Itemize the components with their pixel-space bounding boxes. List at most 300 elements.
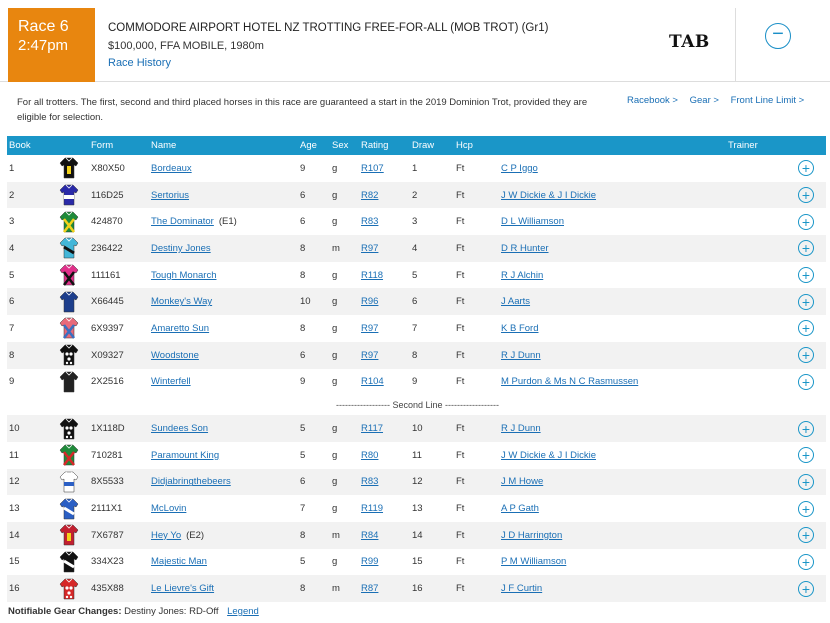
- add-plus-icon[interactable]: +: [798, 294, 814, 310]
- runner-age-cell: [298, 288, 330, 315]
- runner-trainer-cell: [499, 495, 796, 522]
- add-plus-icon[interactable]: +: [798, 581, 814, 597]
- add-plus-icon[interactable]: +: [798, 374, 814, 390]
- runner-trainer[interactable]: J Aarts: [501, 296, 531, 308]
- runner-name[interactable]: Paramount King: [151, 449, 220, 461]
- runner-trainer-cell: [499, 315, 796, 342]
- runner-name[interactable]: McLovin: [151, 503, 187, 515]
- runner-book: 9: [9, 376, 15, 388]
- runner-form: 116D25: [91, 189, 124, 201]
- runner-rating[interactable]: R119: [361, 503, 384, 515]
- runner-name-cell: [149, 522, 298, 549]
- runner-name[interactable]: Destiny Jones: [151, 242, 211, 254]
- race-badge: [8, 8, 95, 82]
- runner-row: [7, 549, 826, 576]
- runner-trainer-cell: [499, 208, 796, 235]
- runner-name[interactable]: Sundees Son: [151, 423, 209, 435]
- runner-age-cell: [298, 262, 330, 289]
- runner-sex: g: [332, 476, 338, 488]
- runner-trainer-cell: [499, 549, 796, 576]
- col-form: Form: [91, 140, 114, 151]
- runner-silk-cell: [47, 369, 89, 396]
- runner-silk-cell: [47, 235, 89, 262]
- runner-name-cell: [149, 182, 298, 209]
- runner-form-cell: [89, 155, 149, 182]
- runner-rating[interactable]: R99: [361, 556, 379, 568]
- header-divider: [735, 8, 736, 82]
- jockey-silk-icon: [59, 371, 79, 393]
- jockey-silk-icon: [59, 344, 79, 366]
- runner-trainer[interactable]: K B Ford: [501, 322, 539, 334]
- runner-rating-cell: [359, 208, 410, 235]
- runner-rating[interactable]: R82: [361, 189, 379, 201]
- runner-trainer[interactable]: J F Curtin: [501, 583, 543, 595]
- runner-hcp: Ft: [456, 376, 465, 388]
- runner-age: 10: [300, 296, 311, 308]
- runner-hcp-cell: [454, 155, 499, 182]
- add-plus-icon[interactable]: +: [798, 554, 814, 570]
- runner-age: 7: [300, 503, 306, 515]
- race-title: COMMODORE AIRPORT HOTEL NZ TROTTING FREE-FOR-ALL (MOB TROT) (Gr1): [108, 22, 549, 34]
- runner-rating[interactable]: R83: [361, 216, 379, 228]
- add-runner-cell: [796, 182, 826, 209]
- runner-sex-cell: [330, 208, 359, 235]
- runner-trainer[interactable]: D L Williamson: [501, 216, 564, 228]
- runner-hcp: Ft: [456, 269, 465, 281]
- runner-emergency: (E2): [186, 529, 205, 541]
- runner-silk-cell: [47, 495, 89, 522]
- runner-sex-cell: [330, 575, 359, 602]
- runner-row: [7, 315, 826, 342]
- runner-age-cell: [298, 495, 330, 522]
- runner-trainer[interactable]: M Purdon & Ms N C Rasmussen: [501, 376, 639, 388]
- runner-book-cell: [7, 288, 47, 315]
- add-runner-cell: [796, 262, 826, 289]
- front-line-limit-link[interactable]: Front Line Limit >: [730, 95, 805, 106]
- runner-age-cell: [298, 469, 330, 496]
- runner-form: 6X9397: [91, 322, 124, 334]
- add-runner-cell: [796, 208, 826, 235]
- runner-sex-cell: [330, 182, 359, 209]
- runner-rating-cell: [359, 288, 410, 315]
- collapse-icon[interactable]: −: [765, 23, 791, 49]
- runner-trainer-cell: [499, 522, 796, 549]
- runner-draw: 9: [412, 376, 418, 388]
- runner-book: 16: [9, 583, 20, 595]
- runner-book: 15: [9, 556, 20, 568]
- runner-hcp: Ft: [456, 242, 465, 254]
- runner-draw: 13: [412, 503, 423, 515]
- second-line-divider: [7, 395, 826, 415]
- runner-rating-cell: [359, 415, 410, 442]
- col-silk: [47, 136, 89, 155]
- runner-draw: 14: [412, 529, 423, 541]
- gear-changes: [8, 606, 259, 617]
- runner-trainer[interactable]: D R Hunter: [501, 242, 549, 254]
- runner-sex-cell: [330, 442, 359, 469]
- race-history-link[interactable]: Race History: [108, 57, 171, 69]
- runner-hcp: Ft: [456, 476, 465, 488]
- runner-sex-cell: [330, 155, 359, 182]
- col-sex: Sex: [332, 140, 349, 151]
- runner-draw: 8: [412, 349, 418, 361]
- runner-name[interactable]: Didjabringthebeers: [151, 476, 231, 488]
- runner-book: 12: [9, 476, 20, 488]
- runner-silk-cell: [47, 342, 89, 369]
- runner-form: X09327: [91, 349, 124, 361]
- col-trainer: Trainer: [728, 140, 758, 151]
- runner-draw: 12: [412, 476, 423, 488]
- runner-rating-cell: [359, 442, 410, 469]
- runner-book: 7: [9, 322, 15, 334]
- runner-trainer[interactable]: A P Gath: [501, 503, 539, 515]
- runner-book: 11: [9, 449, 19, 461]
- runner-rating[interactable]: R118: [361, 269, 384, 281]
- runner-form: 334X23: [91, 556, 124, 568]
- runner-age-cell: [298, 549, 330, 576]
- add-plus-icon[interactable]: +: [798, 240, 814, 256]
- jockey-silk-icon: [59, 264, 79, 286]
- runner-age: 9: [300, 162, 306, 174]
- runner-name-cell: [149, 155, 298, 182]
- runner-hcp: Ft: [456, 503, 465, 515]
- runner-hcp-cell: [454, 262, 499, 289]
- runner-book-cell: [7, 495, 47, 522]
- add-plus-icon[interactable]: +: [798, 267, 814, 283]
- runner-draw: 16: [412, 583, 423, 595]
- runner-draw: 2: [412, 189, 418, 201]
- jockey-silk-icon: [59, 157, 79, 179]
- col-age: Age: [300, 140, 317, 151]
- runner-name[interactable]: Woodstone: [151, 349, 199, 361]
- runner-book-cell: [7, 208, 47, 235]
- runner-age-cell: [298, 342, 330, 369]
- race-subtitle: $100,000, FFA MOBILE, 1980m: [108, 40, 264, 52]
- runner-form-cell: [89, 495, 149, 522]
- runner-age: 8: [300, 242, 306, 254]
- runner-rating-cell: [359, 522, 410, 549]
- runner-name-cell: [149, 442, 298, 469]
- runner-list: [7, 155, 826, 602]
- runner-form-cell: [89, 235, 149, 262]
- runner-book: 5: [9, 269, 15, 281]
- runner-name[interactable]: Tough Monarch: [151, 269, 217, 281]
- jockey-silk-icon: [59, 317, 79, 339]
- runner-hcp-cell: [454, 415, 499, 442]
- runner-form: 710281: [91, 449, 123, 461]
- runner-draw: 7: [412, 322, 418, 334]
- runner-sex: g: [332, 376, 338, 388]
- runner-age-cell: [298, 182, 330, 209]
- runner-name[interactable]: Majestic Man: [151, 556, 207, 568]
- runner-sex-cell: [330, 415, 359, 442]
- runner-trainer[interactable]: R J Dunn: [501, 423, 541, 435]
- jockey-silk-icon: [59, 498, 79, 520]
- runner-draw-cell: [410, 522, 454, 549]
- runner-trainer[interactable]: C P Iggo: [501, 162, 538, 174]
- runner-age: 5: [300, 423, 306, 435]
- runner-draw-cell: [410, 442, 454, 469]
- runner-book: 10: [9, 423, 20, 435]
- add-plus-icon[interactable]: +: [798, 474, 814, 490]
- runner-sex: m: [332, 583, 340, 595]
- runner-form: 2111X1: [91, 503, 123, 515]
- runner-trainer-cell: [499, 235, 796, 262]
- runner-sex-cell: [330, 522, 359, 549]
- runner-age-cell: [298, 235, 330, 262]
- runner-draw-cell: [410, 182, 454, 209]
- runner-draw-cell: [410, 155, 454, 182]
- runner-hcp-cell: [454, 522, 499, 549]
- add-plus-icon[interactable]: +: [798, 447, 814, 463]
- runner-silk-cell: [47, 182, 89, 209]
- runner-age: 6: [300, 216, 306, 228]
- add-plus-icon[interactable]: +: [798, 214, 814, 230]
- runner-age-cell: [298, 369, 330, 396]
- runner-row: [7, 575, 826, 602]
- runner-rating-cell: [359, 342, 410, 369]
- runner-book-cell: [7, 369, 47, 396]
- runner-name-cell: [149, 469, 298, 496]
- runner-book: 8: [9, 349, 15, 361]
- runner-row: [7, 342, 826, 369]
- runner-row: [7, 522, 826, 549]
- runner-draw: 10: [412, 423, 423, 435]
- runner-draw-cell: [410, 235, 454, 262]
- jockey-silk-icon: [59, 418, 79, 440]
- add-plus-icon[interactable]: +: [798, 320, 814, 336]
- runner-trainer[interactable]: J W Dickie & J I Dickie: [501, 189, 597, 201]
- runner-hcp-cell: [454, 288, 499, 315]
- runner-book-cell: [7, 182, 47, 209]
- runner-trainer[interactable]: P M Williamson: [501, 556, 567, 568]
- runner-rating[interactable]: R107: [361, 162, 384, 174]
- add-plus-icon[interactable]: +: [798, 527, 814, 543]
- runner-book-cell: [7, 415, 47, 442]
- runner-draw-cell: [410, 369, 454, 396]
- runner-draw: 1: [412, 162, 418, 174]
- runner-rating[interactable]: R117: [361, 423, 384, 435]
- runner-book: 2: [9, 189, 15, 201]
- runner-trainer-cell: [499, 415, 796, 442]
- runner-hcp-cell: [454, 182, 499, 209]
- runner-name-cell: [149, 495, 298, 522]
- add-plus-icon[interactable]: +: [798, 187, 814, 203]
- runner-form: 7X6787: [91, 529, 124, 541]
- tab-logo: TAB: [669, 32, 710, 52]
- runner-name[interactable]: Hey Yo: [151, 529, 182, 541]
- jockey-silk-icon: [59, 524, 79, 546]
- runner-rating[interactable]: R97: [361, 322, 379, 334]
- runner-draw-cell: [410, 469, 454, 496]
- runner-sex-cell: [330, 342, 359, 369]
- add-plus-icon[interactable]: +: [798, 501, 814, 517]
- runner-book: 6: [9, 296, 15, 308]
- runner-sex-cell: [330, 495, 359, 522]
- runner-form-cell: [89, 182, 149, 209]
- runner-name-cell: [149, 262, 298, 289]
- runner-row: [7, 288, 826, 315]
- runner-rating[interactable]: R87: [361, 583, 379, 595]
- runner-sex-cell: [330, 369, 359, 396]
- runner-draw-cell: [410, 342, 454, 369]
- runner-silk-cell: [47, 469, 89, 496]
- runner-draw: 11: [412, 449, 422, 461]
- runner-name-cell: [149, 575, 298, 602]
- gear-changes-text: Destiny Jones: RD-Off: [124, 606, 219, 617]
- race-links: [627, 95, 813, 106]
- legend-link[interactable]: Legend: [227, 606, 259, 617]
- runner-form: 2X2516: [91, 376, 124, 388]
- col-add: [796, 136, 826, 155]
- runner-name[interactable]: Monkey's Way: [151, 296, 213, 308]
- runner-trainer[interactable]: R J Dunn: [501, 349, 541, 361]
- runner-name[interactable]: Sertorius: [151, 189, 190, 201]
- runner-trainer[interactable]: J D Harrington: [501, 529, 563, 541]
- runner-age-cell: [298, 442, 330, 469]
- runner-book-cell: [7, 442, 47, 469]
- col-hcp: Hcp: [456, 140, 473, 151]
- runner-hcp: Ft: [456, 162, 465, 174]
- runner-sex: g: [332, 423, 338, 435]
- runner-rating[interactable]: R96: [361, 296, 379, 308]
- runner-trainer-cell: [499, 442, 796, 469]
- add-runner-cell: [796, 522, 826, 549]
- jockey-silk-icon: [59, 471, 79, 493]
- runner-form: 8X5533: [91, 476, 124, 488]
- runner-form-cell: [89, 342, 149, 369]
- runner-row: [7, 182, 826, 209]
- runner-trainer[interactable]: R J Alchin: [501, 269, 544, 281]
- runner-trainer-cell: [499, 288, 796, 315]
- runner-sex: g: [332, 322, 338, 334]
- col-name: Name: [151, 140, 177, 151]
- runner-name-cell: [149, 369, 298, 396]
- runner-hcp-cell: [454, 575, 499, 602]
- runner-draw: 15: [412, 556, 423, 568]
- add-runner-cell: [796, 469, 826, 496]
- runner-rating-cell: [359, 469, 410, 496]
- gear-changes-label: Notifiable Gear Changes:: [8, 606, 122, 617]
- race-header: [0, 0, 830, 82]
- runner-draw-cell: [410, 288, 454, 315]
- runner-hcp-cell: [454, 315, 499, 342]
- runner-trainer-cell: [499, 155, 796, 182]
- runner-hcp: Ft: [456, 423, 465, 435]
- runner-hcp-cell: [454, 235, 499, 262]
- runner-hcp: Ft: [456, 556, 465, 568]
- jockey-silk-icon: [59, 291, 79, 313]
- runner-name-cell: [149, 288, 298, 315]
- runner-silk-cell: [47, 288, 89, 315]
- runner-rating[interactable]: R80: [361, 449, 379, 461]
- race-number: Race 6: [18, 18, 69, 35]
- runner-name[interactable]: Winterfell: [151, 376, 191, 388]
- runner-form: 435X88: [91, 583, 124, 595]
- runner-rating[interactable]: R97: [361, 242, 379, 254]
- add-runner-cell: [796, 342, 826, 369]
- runner-age: 8: [300, 529, 306, 541]
- runner-age: 6: [300, 349, 306, 361]
- col-rating: Rating: [361, 140, 389, 151]
- runner-form: 236422: [91, 242, 123, 254]
- runner-age: 9: [300, 376, 306, 388]
- runner-draw-cell: [410, 262, 454, 289]
- runner-age-cell: [298, 155, 330, 182]
- add-runner-cell: [796, 442, 826, 469]
- runner-silk-cell: [47, 208, 89, 235]
- runner-book: 4: [9, 242, 15, 254]
- runner-age: 8: [300, 269, 306, 281]
- runner-rating[interactable]: R104: [361, 376, 384, 388]
- runner-rating[interactable]: R84: [361, 529, 379, 541]
- jockey-silk-icon: [59, 211, 79, 233]
- runner-sex: m: [332, 242, 340, 254]
- runner-name[interactable]: Le Lievre's Gift: [151, 583, 215, 595]
- runner-name-cell: [149, 342, 298, 369]
- runner-form-cell: [89, 208, 149, 235]
- runner-age: 5: [300, 556, 306, 568]
- runner-trainer[interactable]: J W Dickie & J I Dickie: [501, 449, 597, 461]
- add-runner-cell: [796, 575, 826, 602]
- jockey-silk-icon: [59, 578, 79, 600]
- runner-draw: 6: [412, 296, 418, 308]
- runner-hcp-cell: [454, 442, 499, 469]
- runner-trainer-cell: [499, 575, 796, 602]
- runner-silk-cell: [47, 575, 89, 602]
- runner-trainer[interactable]: J M Howe: [501, 476, 544, 488]
- runner-age: 6: [300, 189, 306, 201]
- add-plus-icon[interactable]: +: [798, 347, 814, 363]
- runner-hcp: Ft: [456, 216, 465, 228]
- runner-sex-cell: [330, 315, 359, 342]
- runner-name-cell: [149, 235, 298, 262]
- runner-book-cell: [7, 469, 47, 496]
- runner-hcp: Ft: [456, 529, 465, 541]
- runner-age: 8: [300, 322, 306, 334]
- runner-draw-cell: [410, 495, 454, 522]
- gear-link[interactable]: Gear >: [689, 95, 719, 106]
- runner-rating-cell: [359, 369, 410, 396]
- runner-name[interactable]: Bordeaux: [151, 162, 192, 174]
- runner-silk-cell: [47, 442, 89, 469]
- runner-hcp: Ft: [456, 349, 465, 361]
- runner-rating[interactable]: R83: [361, 476, 379, 488]
- racebook-link[interactable]: Racebook >: [627, 95, 678, 106]
- runner-form: X66445: [91, 296, 124, 308]
- add-plus-icon[interactable]: +: [798, 421, 814, 437]
- runner-book-cell: [7, 315, 47, 342]
- runner-book-cell: [7, 549, 47, 576]
- runner-rating[interactable]: R97: [361, 349, 379, 361]
- runner-emergency: (E1): [218, 216, 237, 228]
- runner-hcp-cell: [454, 342, 499, 369]
- runner-trainer-cell: [499, 262, 796, 289]
- runner-draw: 4: [412, 242, 418, 254]
- runner-form-cell: [89, 262, 149, 289]
- runner-sex: g: [332, 189, 338, 201]
- add-plus-icon[interactable]: +: [798, 160, 814, 176]
- runner-silk-cell: [47, 549, 89, 576]
- runner-silk-cell: [47, 522, 89, 549]
- runner-name[interactable]: Amaretto Sun: [151, 322, 210, 334]
- race-conditions: For all trotters. The first, second and third placed horses in this race are guaranteed a start in the 2019 Dominion Trot, provided they are eligible for selection.: [17, 97, 588, 123]
- jockey-silk-icon: [59, 184, 79, 206]
- runner-draw-cell: [410, 415, 454, 442]
- add-runner-cell: [796, 415, 826, 442]
- runner-sex: g: [332, 269, 338, 281]
- runner-name[interactable]: The Dominator: [151, 216, 214, 228]
